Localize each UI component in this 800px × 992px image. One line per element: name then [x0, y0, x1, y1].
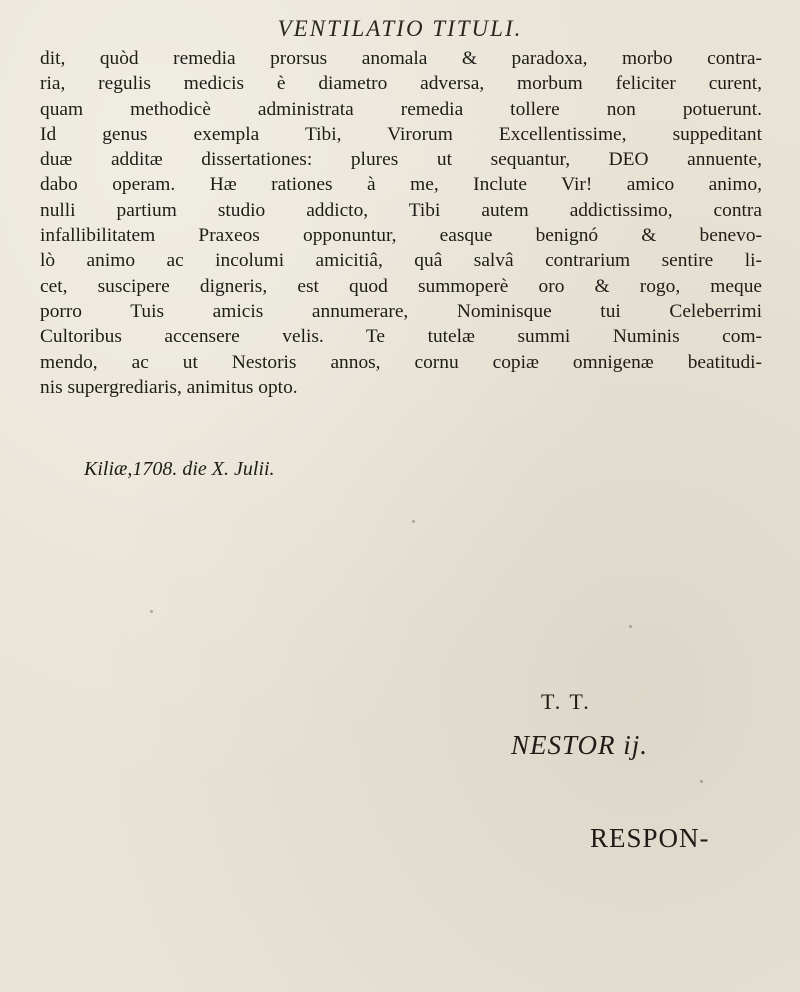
paper-speck	[150, 610, 153, 613]
text-line: dit, quòd remedia prorsus anomala & paradoxa, morbo contra-	[40, 48, 762, 69]
text-line: dabo operam. Hæ rationes à me, Inclute Vir! amico animo,	[40, 174, 762, 196]
paper-speck	[629, 625, 632, 628]
closing-initials: T. T.	[541, 689, 591, 714]
text-line: mendo, ac ut Nestoris annos, cornu copiæ omnigenæ beatitudi-	[40, 351, 762, 373]
text-line: infallibilitatem Praxeos opponuntur, easque benignó & benevo-	[40, 225, 762, 247]
catchword: RESPON-	[590, 823, 710, 853]
text-line: cet, suscipere digneris, est quod summoperè oro & rogo, meque	[40, 275, 762, 297]
signature: NESTOR ij.	[511, 730, 649, 760]
text-line: porro Tuis amicis annumerare, Nominisque tui Celeberrimi	[40, 300, 762, 322]
body-text	[40, 46, 762, 400]
text-line: Id genus exempla Tibi, Virorum Excellentissime, suppeditant	[40, 123, 762, 145]
running-head: VENTILATIO TITULI.	[277, 16, 523, 41]
text-line: lò animo ac incolumi amicitiâ, quâ salvâ contrarium sentire li-	[40, 250, 762, 272]
dateline-year: 1708.	[132, 458, 178, 480]
paper-speck	[412, 520, 415, 523]
text-line: ria, regulis medicis è diametro adversa, morbum feliciter curent,	[40, 73, 762, 95]
paper-speck	[700, 780, 703, 783]
text-line: nulli partium studio addicto, Tibi autem addictissimo, contra	[40, 199, 762, 221]
text-line: quam methodicè administrata remedia tollere non potuerunt.	[40, 98, 762, 120]
dateline-place: Kiliæ,	[84, 458, 133, 480]
text-line: nis supergrediaris, animitus opto.	[40, 376, 298, 398]
dateline-day: die X. Julii.	[182, 458, 275, 480]
dateline	[84, 458, 275, 481]
text-line: Cultoribus accensere velis. Te tutelæ summi Numinis com-	[40, 326, 762, 348]
text-line: duæ additæ dissertationes: plures ut sequantur, DEO annuente,	[40, 149, 762, 171]
